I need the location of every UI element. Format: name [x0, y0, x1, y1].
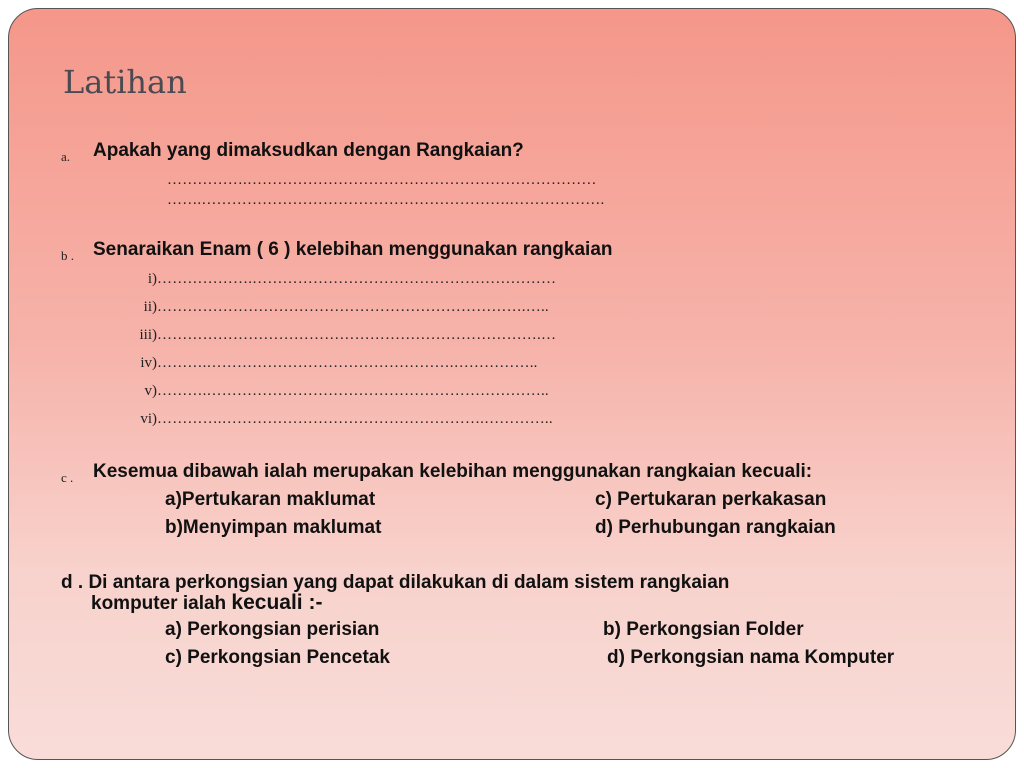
question-b-marker: b . [61, 248, 74, 263]
question-b-list [127, 270, 556, 438]
slide [8, 8, 1016, 760]
question-a-text: Apakah yang dimaksudkan dengan Rangkaian? [93, 140, 524, 161]
list-item [127, 326, 556, 354]
list-item-number: ii) [143, 299, 157, 315]
list-item [127, 270, 556, 298]
list-item [127, 298, 556, 326]
list-item-answer-line: ……………….…………………………………………………… [157, 271, 557, 287]
question-c-option-c: c) Pertukaran perkakasan [595, 489, 827, 510]
list-item-answer-line: ………………………………………………………………….… [157, 327, 557, 343]
question-a-answer-line-1: …………….…………………………………………………………… [167, 172, 597, 188]
list-item-answer-line: ……….………………………………………….…………….. [157, 355, 538, 371]
list-item-number: vi) [140, 411, 157, 427]
question-b-text: Senaraikan Enam ( 6 ) kelebihan menggunakan rangkaian [93, 239, 613, 260]
list-item-answer-line: ……….………………………………………………………….. [157, 383, 549, 399]
question-d-text-line-2 [91, 591, 322, 615]
question-d-text-prefix: komputer ialah [91, 593, 232, 614]
question-c-option-d: d) Perhubungan rangkaian [595, 517, 836, 538]
list-item [127, 410, 556, 438]
list-item-answer-line: ……………………………………………………………….….. [157, 299, 549, 315]
list-item-number: v) [144, 383, 157, 399]
question-a-marker: a. [61, 149, 71, 164]
list-item-number: i) [147, 271, 157, 287]
question-d-text: d . Di antara perkongsian yang dapat dilakukan di dalam sistem rangkaian [61, 572, 730, 593]
question-a-answer-line-2: …….…………………………………………………….………………. [167, 192, 605, 208]
question-d-option-a: a) Perkongsian perisian [165, 619, 380, 640]
question-c-marker: c . [61, 470, 74, 485]
question-c-option-b: b)Menyimpan maklumat [165, 517, 382, 538]
question-d-emphasis: kecuali :- [231, 591, 323, 614]
list-item-answer-line: ………….…………………………………………….………….. [157, 411, 553, 427]
list-item-number: iv) [140, 355, 157, 371]
question-d-option-d: d) Perkongsian nama Komputer [607, 647, 895, 668]
list-item [127, 382, 556, 410]
list-item-number: iii) [139, 327, 157, 343]
list-item [127, 354, 556, 382]
slide-title: Latihan [63, 63, 187, 101]
question-d-option-b: b) Perkongsian Folder [603, 619, 804, 640]
question-d-option-c: c) Perkongsian Pencetak [165, 647, 390, 668]
question-c-text: Kesemua dibawah ialah merupakan kelebihan menggunakan rangkaian kecuali: [93, 461, 813, 482]
question-c-option-a: a)Pertukaran maklumat [165, 489, 376, 510]
